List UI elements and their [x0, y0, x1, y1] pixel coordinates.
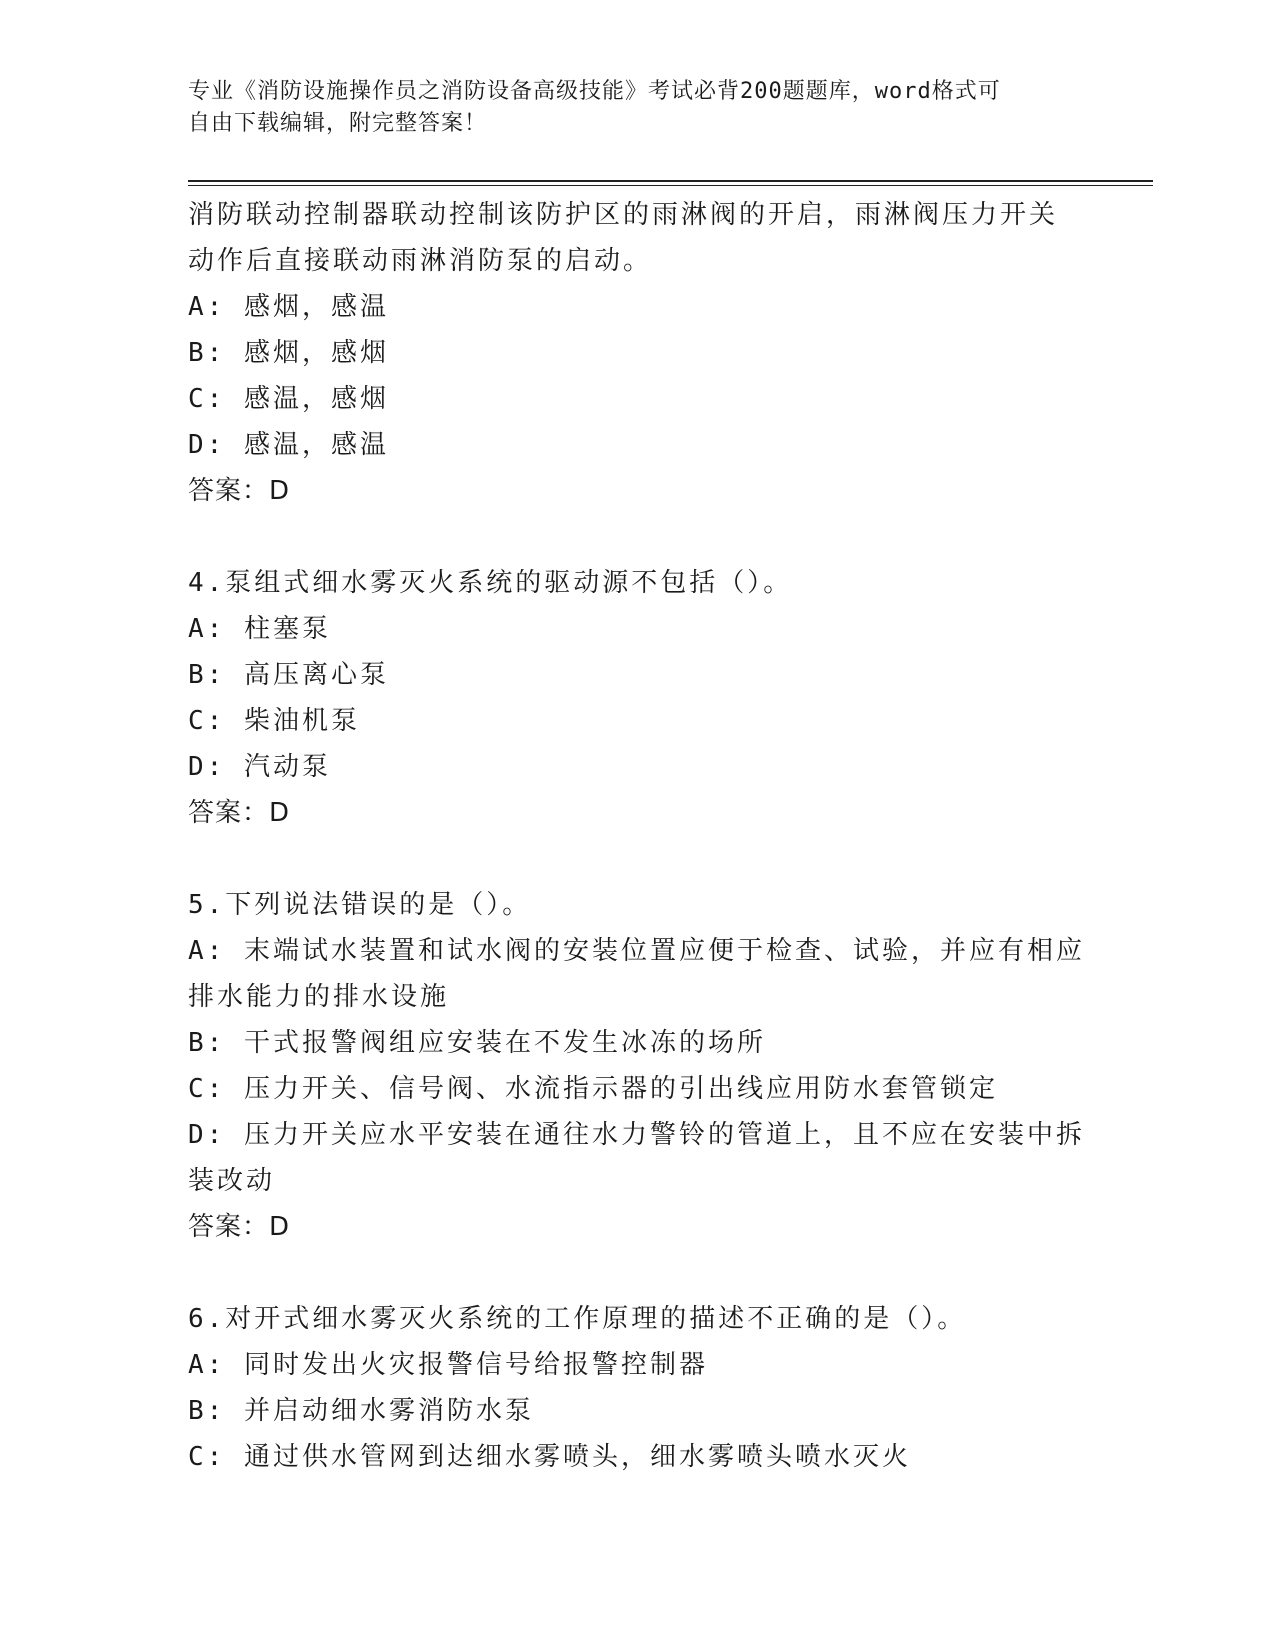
question-4 [188, 560, 1068, 836]
question-3-text-line-1: 消防联动控制器联动控制该防护区的雨淋阀的开启，雨淋阀压力开关 [188, 200, 1059, 230]
header-line-1: 专业《消防设施操作员之消防设备高级技能》考试必背200题题库，word格式可 [188, 79, 1001, 104]
question-5-text: 5.下列说法错误的是（）。 [188, 890, 532, 920]
question-3-option-d: D: 感温，感温 [188, 430, 389, 460]
question-5-option-d-line-1: D: 压力开关应水平安装在通往水力警铃的管道上，且不应在安装中拆 [188, 1120, 1085, 1150]
question-3-text-line-2: 动作后直接联动雨淋消防泵的启动。 [188, 246, 653, 276]
question-6-option-a: A: 同时发出火灾报警信号给报警控制器 [188, 1350, 708, 1380]
question-4-answer: 答案：D [188, 798, 291, 828]
question-3-answer: 答案：D [188, 476, 291, 506]
question-3-continued [188, 192, 1068, 514]
question-4-option-b: B: 高压离心泵 [188, 660, 389, 690]
question-4-option-d: D: 汽动泵 [188, 752, 331, 782]
question-5-answer: 答案：D [188, 1212, 291, 1242]
question-3-option-c: C: 感温，感烟 [188, 384, 389, 414]
spacer [188, 836, 1068, 882]
spacer [188, 514, 1068, 560]
document-body [188, 192, 1085, 1480]
question-6-option-c: C: 通过供水管网到达细水雾喷头，细水雾喷头喷水灭火 [188, 1442, 911, 1472]
question-5-option-c: C: 压力开关、信号阀、水流指示器的引出线应用防水套管锁定 [188, 1074, 998, 1104]
document-header [188, 76, 1068, 140]
question-4-option-c: C: 柴油机泵 [188, 706, 360, 736]
question-5-option-a-line-1: A: 末端试水装置和试水阀的安装位置应便于检查、试验，并应有相应 [188, 936, 1085, 966]
question-5 [188, 882, 1085, 1250]
question-6-option-b: B: 并启动细水雾消防水泵 [188, 1396, 534, 1426]
question-6-text: 6.对开式细水雾灭火系统的工作原理的描述不正确的是（）。 [188, 1304, 967, 1334]
spacer [188, 1250, 1068, 1296]
question-3-option-a: A: 感烟，感温 [188, 292, 389, 322]
question-5-option-a-line-2: 排水能力的排水设施 [188, 982, 450, 1012]
question-5-option-b: B: 干式报警阀组应安装在不发生冰冻的场所 [188, 1028, 766, 1058]
question-3-option-b: B: 感烟，感烟 [188, 338, 389, 368]
question-4-option-a: A: 柱塞泵 [188, 614, 331, 644]
header-line-2: 自由下载编辑，附完整答案！ [188, 111, 488, 136]
question-6 [188, 1296, 1068, 1480]
question-4-text: 4.泵组式细水雾灭火系统的驱动源不包括（）。 [188, 568, 793, 598]
header-rule-thin [188, 185, 1153, 186]
header-rule-thick [188, 180, 1153, 182]
question-5-option-d-line-2: 装改动 [188, 1166, 276, 1196]
